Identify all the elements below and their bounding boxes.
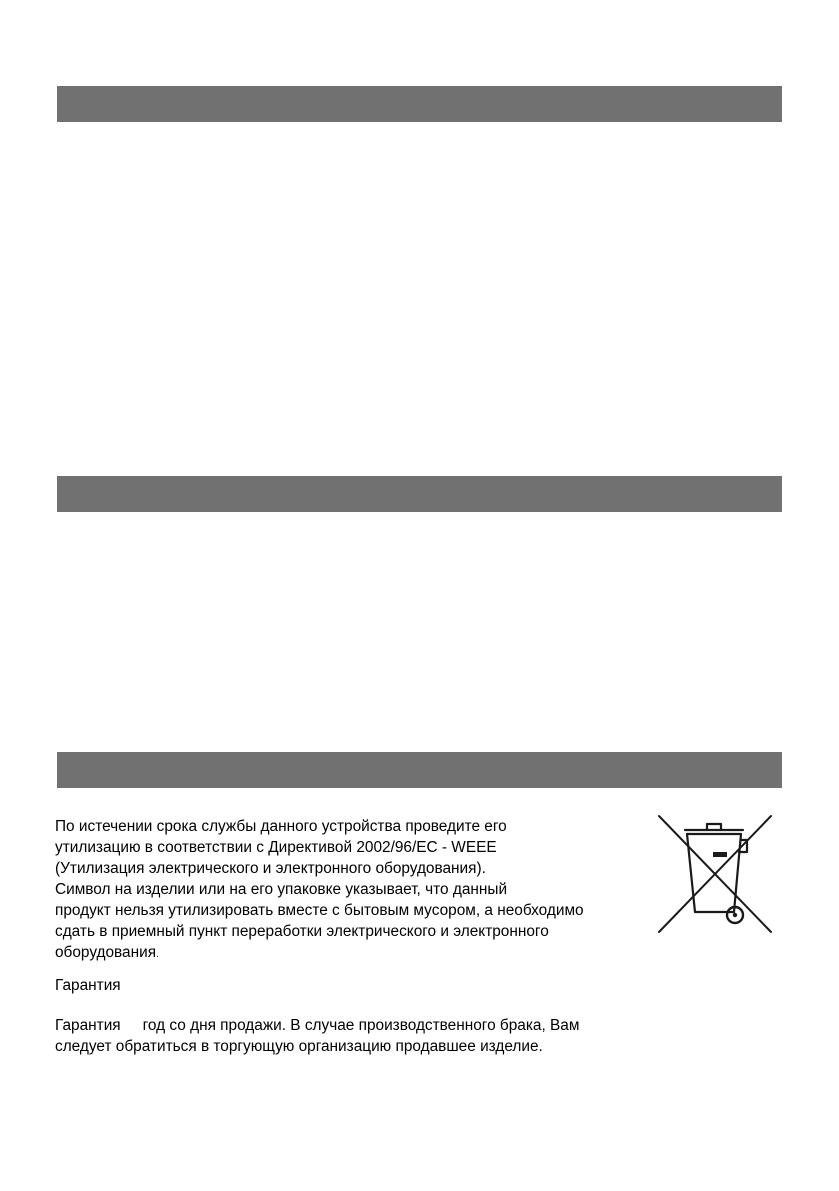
warranty-heading: Гарантия [55,977,121,994]
disposal-paragraph [55,816,655,965]
disposal-line: оборудования [55,944,157,961]
warranty-line-2: следует обратиться в торгующую организацию продавшее изделие. [55,1038,543,1055]
disposal-line: утилизацию в соответствии с Директивой 2002/96/EC - WEEE [55,839,497,856]
warranty-label: Гарантия [55,1017,121,1034]
disposal-line: (Утилизация электрического и электронного оборудования). [55,860,486,877]
section-header-bar [57,476,782,512]
warranty-paragraph [55,1015,665,1057]
disposal-line: сдать в приемный пункт переработки электрического и электронного [55,923,549,940]
warranty-line-1 [55,1015,665,1036]
disposal-line-last [55,942,655,965]
disposal-line: По истечении срока службы данного устройства проведите его [55,818,507,835]
disposal-line: продукт нельзя утилизировать вместе с бытовым мусором, а необходимо [55,902,584,919]
crossed-out-wheelie-bin-icon [655,812,775,936]
period: . [156,949,159,960]
warranty-terms: год со дня продажи. В случае производственного брака, Вам [142,1017,580,1034]
section-header-bar [57,86,782,122]
section-header-bar [57,752,782,788]
disposal-line: Символ на изделии или на его упаковке указывает, что данный [55,881,508,898]
